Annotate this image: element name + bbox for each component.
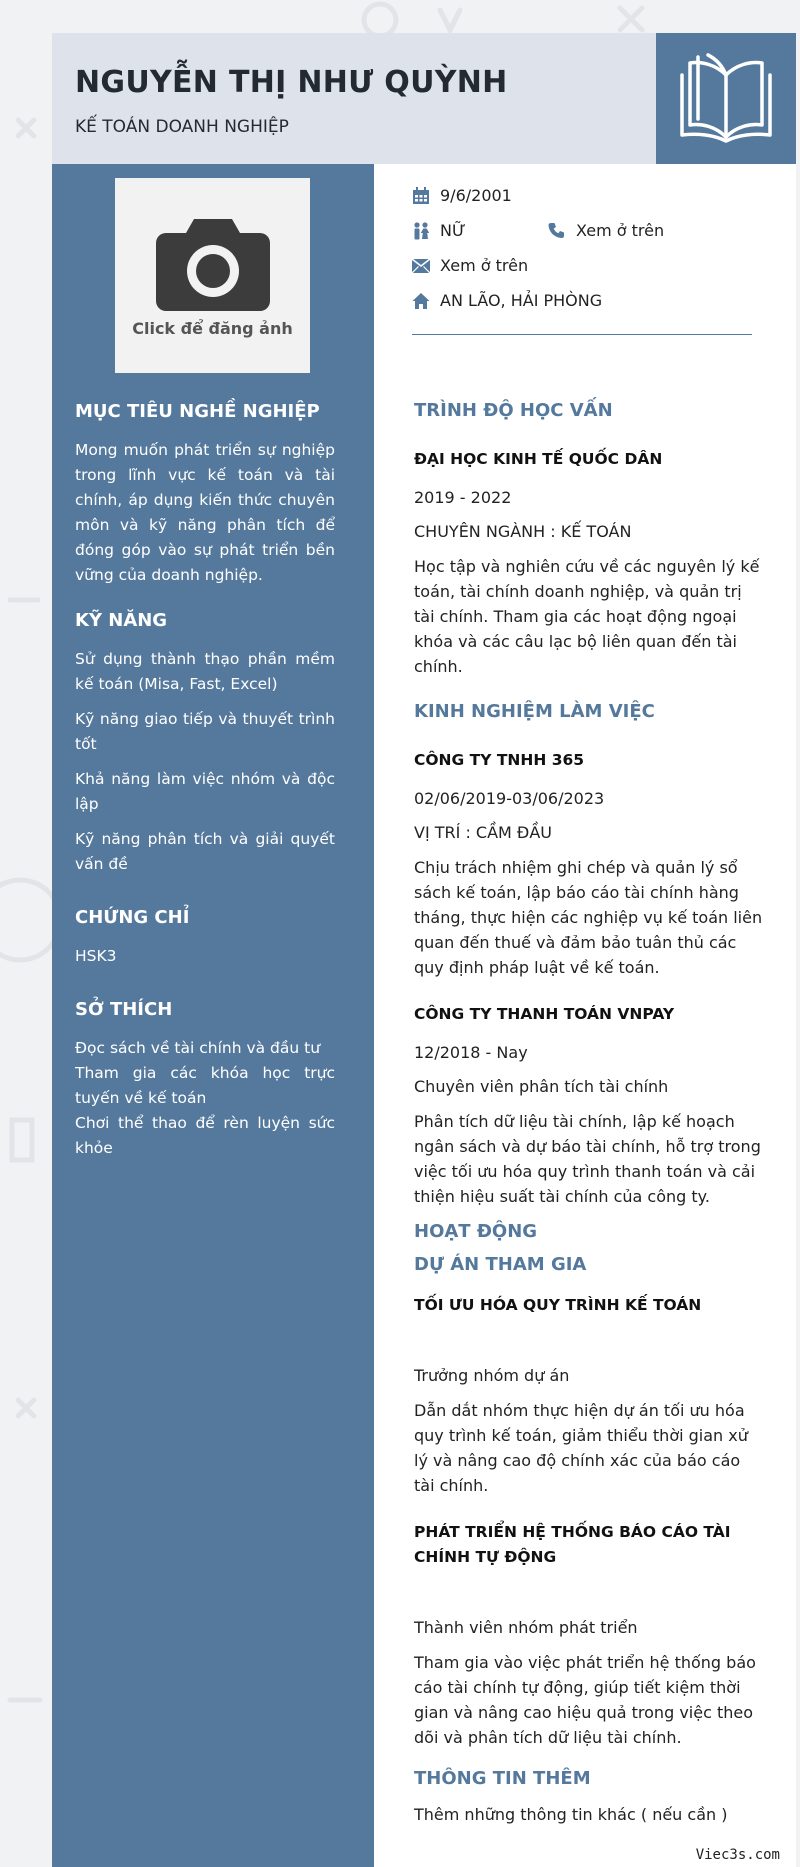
objective-text: Mong muốn phát triển sự nghiệp trong lĩnh vực kế toán và tài chính, áp dụng kiến thức chuyên môn và kỹ năng phân tích để đóng góp vào sự phát triển bền vững của doanh nghiệp. (75, 441, 335, 584)
photo-upload-caption: Click để đăng ảnh (132, 319, 293, 338)
contact-phone (548, 221, 664, 240)
experience-description: Chịu trách nhiệm ghi chép và quản lý sổ sách kế toán, lập báo cáo tài chính hàng tháng, thực hiện các nghiệp vụ kế toán liên quan đến thuế và đảm bảo tuân thủ các quy định pháp luật về kế toán. (414, 858, 763, 977)
address-value: AN LÃO, HẢI PHÒNG (440, 291, 603, 310)
extra-info-text: Thêm những thông tin khác ( nếu cần ) (414, 1805, 728, 1824)
contact-gender (412, 221, 466, 240)
main-sections (414, 400, 764, 1837)
gender-icon (412, 222, 430, 240)
experience-description: Phân tích dữ liệu tài chính, lập kế hoạch ngân sách và dự báo tài chính, hỗ trợ trong việc tối ưu hóa quy trình thanh toán và cải thiện hiệu suất tài chính của công ty. (414, 1112, 761, 1206)
left-sidebar (52, 164, 374, 1867)
hobby-item: Tham gia các khóa học trực tuyến về kế toán (75, 1064, 335, 1107)
hobby-item: Đọc sách về tài chính và đầu tư (75, 1039, 321, 1057)
candidate-name: NGUYỄN THỊ NHƯ QUỲNH (75, 65, 508, 100)
experience-period: 12/2018 - Nay (414, 1043, 528, 1062)
birthday-value: 9/6/2001 (440, 186, 512, 205)
resume-page (52, 33, 796, 1867)
education-major: CHUYÊN NGÀNH : KẾ TOÁN (414, 522, 632, 541)
resume-header (52, 33, 656, 164)
experience-title: KINH NGHIỆM LÀM VIỆC (414, 701, 655, 722)
certificates-title: CHỨNG CHỈ (75, 907, 190, 928)
project-description: Dẫn dắt nhóm thực hiện dự án tối ưu hóa quy trình kế toán, giảm thiểu thời gian xử lý và nâng cao độ chính xác của báo cáo tài chính. (414, 1401, 748, 1495)
extra-info-title: THÔNG TIN THÊM (414, 1768, 591, 1789)
skill-item: Kỹ năng giao tiếp và thuyết trình tốt (75, 710, 335, 753)
skill-item: Khả năng làm việc nhóm và độc lập (75, 770, 335, 813)
open-book-icon (678, 53, 774, 145)
experience-company: CÔNG TY TNHH 365 (414, 751, 585, 769)
camera-icon (154, 213, 272, 313)
candidate-role: KẾ TOÁN DOANH NGHIỆP (75, 117, 289, 137)
envelope-icon (412, 259, 430, 273)
experience-position: VỊ TRÍ : CẦM ĐẦU (414, 823, 552, 842)
objective-title: MỤC TIÊU NGHỀ NGHIỆP (75, 401, 320, 422)
contact-address (412, 291, 602, 310)
contact-birthday (412, 186, 512, 205)
activities-title: HOẠT ĐỘNG (414, 1221, 538, 1242)
hobby-item: Chơi thể thao để rèn luyện sức khỏe (75, 1114, 335, 1157)
hobbies-title: SỞ THÍCH (75, 999, 173, 1020)
site-watermark: Viec3s.com (695, 1847, 780, 1863)
project-role: Thành viên nhóm phát triển (414, 1618, 638, 1637)
skill-item: Kỹ năng phân tích và giải quyết vấn đề (75, 830, 335, 873)
project-name: TỐI ƯU HÓA QUY TRÌNH KẾ TOÁN (414, 1296, 702, 1314)
project-name: PHÁT TRIỂN HỆ THỐNG BÁO CÁO TÀI CHÍNH TỰ ĐỘNG (414, 1523, 731, 1566)
gender-value: NỮ (440, 221, 466, 240)
experience-period: 02/06/2019-03/06/2023 (414, 789, 605, 808)
experience-position: Chuyên viên phân tích tài chính (414, 1077, 669, 1096)
sidebar-content (75, 401, 335, 1161)
contact-email (412, 256, 528, 275)
email-value: Xem ở trên (440, 256, 529, 275)
skills-title: KỸ NĂNG (75, 610, 168, 631)
certificate-item: HSK3 (75, 947, 117, 965)
project-role: Trưởng nhóm dự án (414, 1366, 570, 1385)
phone-value: Xem ở trên (576, 221, 665, 240)
education-description: Học tập và nghiên cứu về các nguyên lý kế toán, tài chính doanh nghiệp, và quản trị tài chính. Tham gia các hoạt động ngoại khóa và các câu lạc bộ liên quan đến tài chính. (414, 557, 760, 676)
projects-title: DỰ ÁN THAM GIA (414, 1254, 587, 1275)
project-description: Tham gia vào việc phát triển hệ thống báo cáo tài chính tự động, giúp tiết kiệm thời gian và nâng cao hiệu quả trong việc theo dõi và phân tích dữ liệu tài chính. (414, 1653, 756, 1747)
contact-divider (412, 334, 752, 335)
photo-upload[interactable] (115, 178, 310, 373)
header-logo-box (656, 33, 796, 164)
education-title: TRÌNH ĐỘ HỌC VẤN (414, 400, 613, 421)
education-years: 2019 - 2022 (414, 488, 512, 507)
calendar-icon (412, 187, 430, 205)
phone-icon (548, 222, 566, 240)
skill-item: Sử dụng thành thạo phần mềm kế toán (Misa, Fast, Excel) (75, 650, 335, 693)
education-school: ĐẠI HỌC KINH TẾ QUỐC DÂN (414, 450, 663, 468)
home-icon (412, 292, 430, 310)
experience-company: CÔNG TY THANH TOÁN VNPAY (414, 1005, 675, 1023)
